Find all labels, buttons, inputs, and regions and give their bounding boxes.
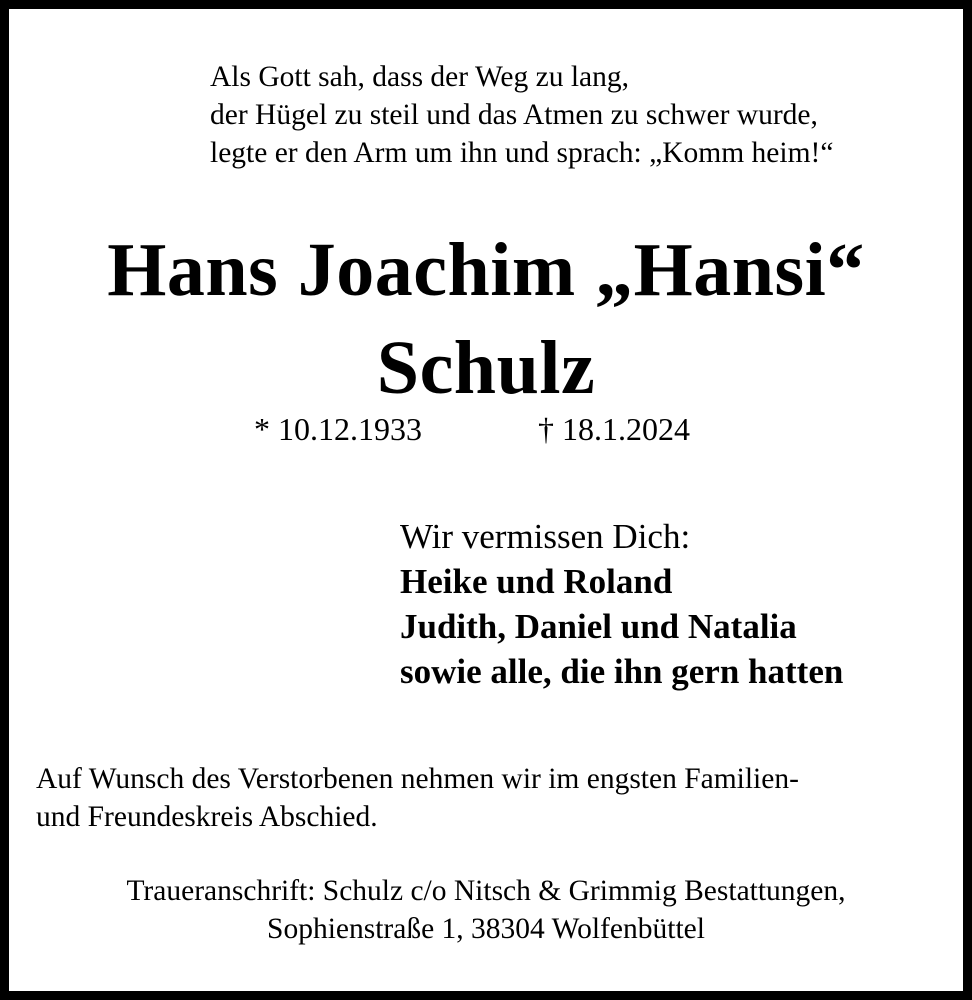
mourner-name: Judith, Daniel und Natalia [400,607,797,646]
poem-line: der Hügel zu steil und das Atmen zu schwer wurde, [210,99,818,131]
deceased-name-first: Hans Joachim „Hansi“ [107,228,865,312]
farewell-notice-line: und Freundeskreis Abschied. [36,801,378,833]
poem-line: Als Gott sah, dass der Weg zu lang, [210,61,630,93]
birth-date: * 10.12.1933 [254,411,422,447]
farewell-notice-line: Auf Wunsch des Verstorbenen nehmen wir im engsten Familien- [36,763,799,795]
deceased-name-last: Schulz [376,326,596,410]
mourner-name: Heike und Roland [400,562,673,601]
mourner-name: sowie alle, die ihn gern hatten [400,652,844,691]
death-date: † 18.1.2024 [538,411,690,447]
mourning-address-line: Traueranschrift: Schulz c/o Nitsch & Grimmig Bestattungen, [126,875,846,907]
mourners-intro: Wir vermissen Dich: [400,517,691,556]
mourning-address-line: Sophienstraße 1, 38304 Wolfenbüttel [267,913,705,945]
poem-line: legte er den Arm um ihn und sprach: „Komm heim!“ [210,137,834,169]
